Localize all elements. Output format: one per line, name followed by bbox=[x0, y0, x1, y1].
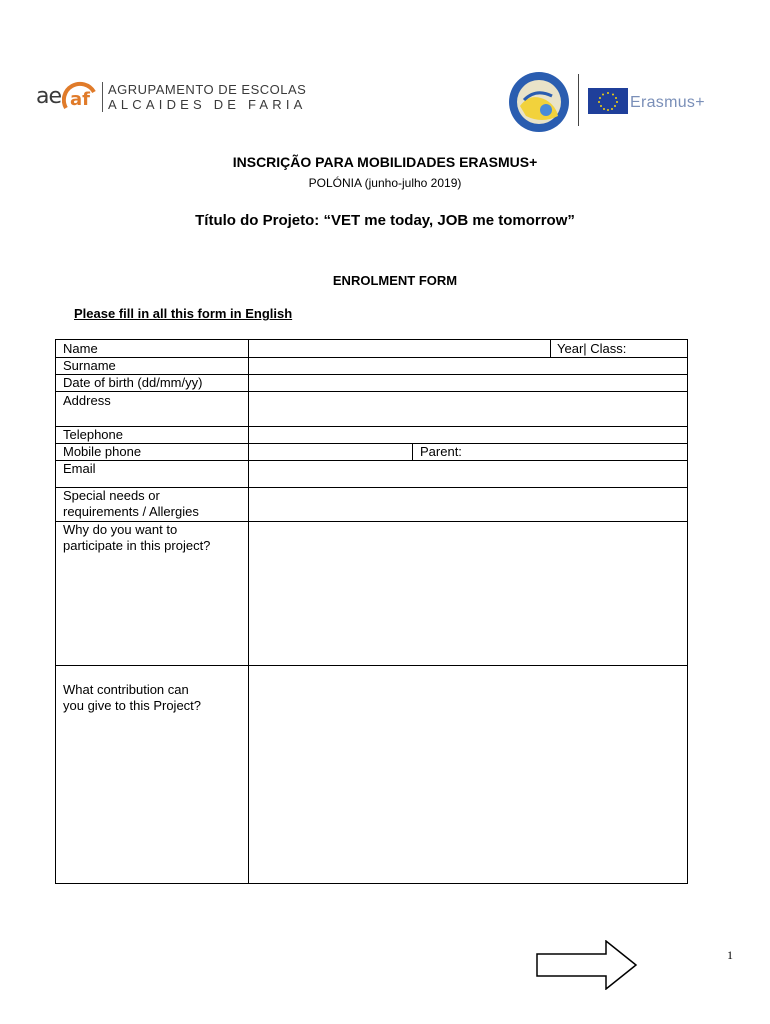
mobile-phone-label: Mobile phone bbox=[63, 444, 142, 459]
logo-ae-text: ae bbox=[36, 84, 62, 109]
email-label: Email bbox=[63, 461, 96, 476]
form-title: INSCRIÇÃO PARA MOBILIDADES ERASMUS+ bbox=[232, 154, 538, 170]
date-of-birth-label: Date of birth (dd/mm/yy) bbox=[63, 375, 203, 390]
year-class-label: Year| Class: bbox=[557, 341, 627, 356]
logo-divider bbox=[578, 74, 579, 126]
column-divider bbox=[248, 340, 249, 883]
erasmus-logo-text: Erasmus+ bbox=[630, 94, 705, 111]
parent-divider bbox=[412, 443, 413, 460]
logo-af-mark bbox=[62, 78, 98, 114]
parent-label: Parent: bbox=[420, 444, 462, 459]
eu-flag-icon bbox=[588, 88, 628, 114]
school-logo bbox=[36, 78, 307, 118]
logo-school-line1: AGRUPAMENTO DE ESCOLAS bbox=[108, 82, 307, 97]
enrolment-heading: ENROLMENT FORM bbox=[332, 273, 458, 288]
address-label: Address bbox=[63, 393, 111, 408]
telephone-label: Telephone bbox=[63, 427, 123, 442]
project-emblem-icon bbox=[506, 70, 572, 134]
row-divider bbox=[56, 426, 687, 427]
why-participate-label-line1: Why do you want to bbox=[63, 522, 178, 537]
svg-text:af: af bbox=[70, 89, 90, 110]
contribution-label-line1: What contribution can bbox=[63, 682, 189, 697]
why-participate-label-line2: participate in this project? bbox=[63, 538, 211, 553]
logo-school-line2: ALCAIDES DE FARIA bbox=[108, 97, 307, 112]
form-subtitle: POLÓNIA (junho-julho 2019) bbox=[308, 176, 462, 190]
row-divider bbox=[56, 460, 687, 461]
special-needs-label-line1: Special needs or bbox=[63, 488, 160, 503]
row-divider bbox=[56, 357, 687, 358]
enrolment-table bbox=[55, 339, 688, 884]
page-number: 1 bbox=[727, 948, 733, 962]
row-divider bbox=[56, 391, 687, 392]
row-divider bbox=[56, 665, 687, 666]
year-class-divider bbox=[550, 340, 551, 357]
instruction-text: Please fill in all this form in English bbox=[74, 306, 293, 321]
row-divider bbox=[56, 443, 687, 444]
contribution-label-line2: you give to this Project? bbox=[63, 698, 202, 713]
logo-separator bbox=[102, 82, 103, 112]
special-needs-label-line2: requirements / Allergies bbox=[63, 504, 199, 519]
surname-label: Surname bbox=[63, 358, 116, 373]
name-label: Name bbox=[63, 341, 98, 356]
right-arrow-icon bbox=[536, 940, 638, 990]
project-title: Título do Projeto: “VET me today, JOB me tomorrow” bbox=[195, 212, 575, 229]
